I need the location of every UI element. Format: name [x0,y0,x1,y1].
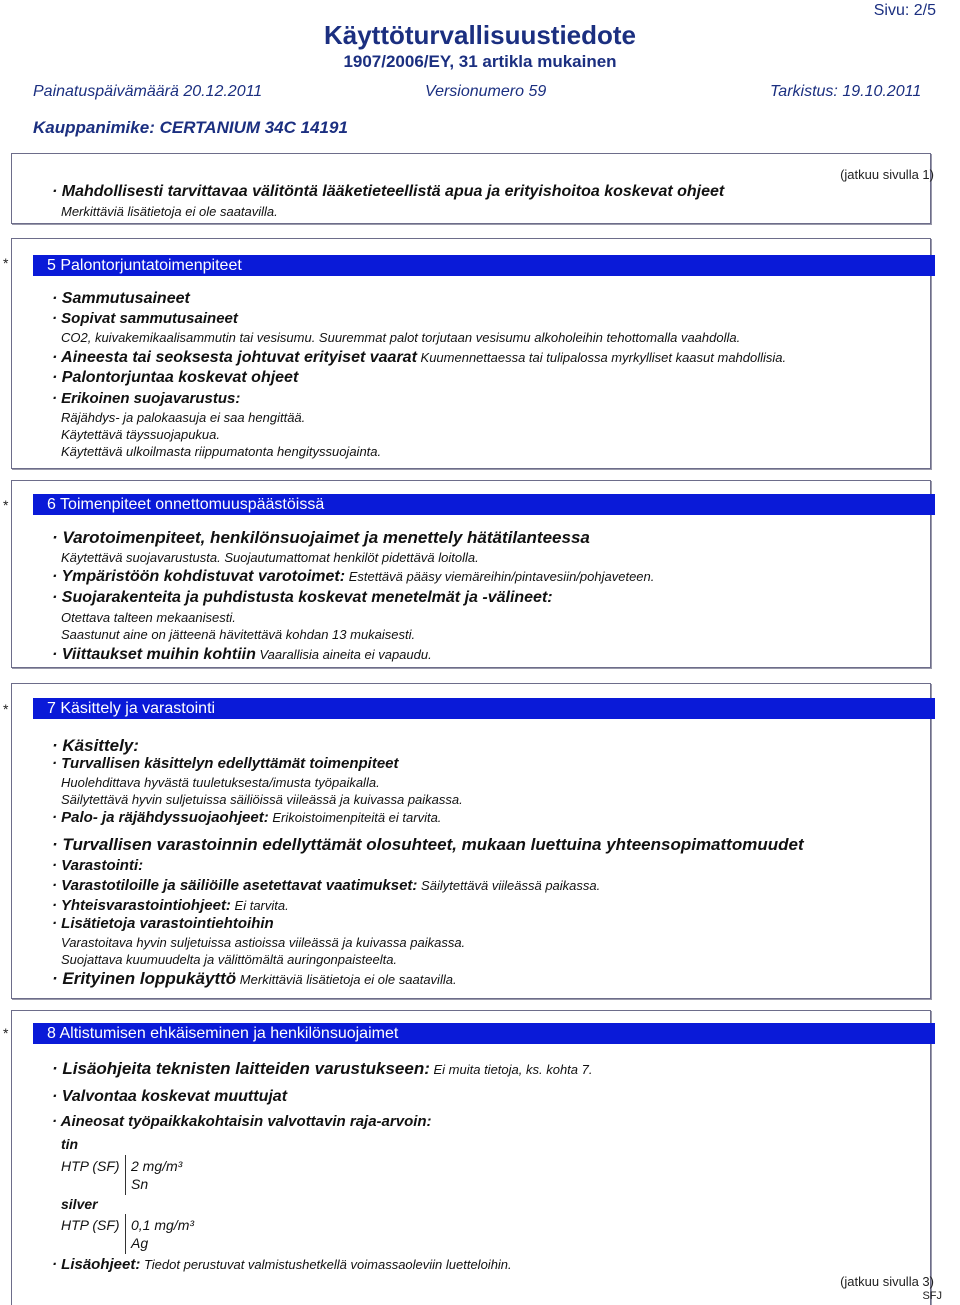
s5-media-text: CO2, kuivakemikaalisammutin tai vesisumu. Suuremmat palot torjutaan vesisumu alkoholeihin tehottomalla vaahdolla. [61,330,741,345]
s7-storage-conditions: · Turvallisen varastoinnin edellyttämät olosuhteet, mukaan luettuina yhteensopimattomuudet [52,835,804,854]
revision-date: Tarkistus: 19.10.2011 [770,83,922,100]
s8-tin-name: tin [61,1136,79,1152]
s7-text-3: Varastoitava hyvin suljetuissa astioissa viileässä ja kuivassa paikassa. [61,935,466,950]
s5-special-hazards-head: · Aineesta tai seoksesta johtuvat erityiset vaarat [52,349,417,366]
s5-suitable-media: · Sopivat sammutusaineet [52,310,238,327]
s5-text-3: Käytettävä ulkoilmasta riippumatonta hengityssuojainta. [61,444,382,459]
document-title: Käyttöturvallisuustiedote [323,20,637,50]
s7-end-use-head: · Erityinen loppukäyttö [52,969,237,988]
footer-code: SFJ [922,1290,942,1302]
page-number: Sivu: 2/5 [873,2,936,19]
s8-additional-head: · Lisäohjeet: [52,1256,141,1273]
s6-cleanup-methods: · Suojarakenteita ja puhdistusta koskevat menetelmät ja -välineet: [52,589,553,606]
s5-special-hazards-text: Kuumennettaessa tai tulipalossa myrkylliset kaasut mahdollisia. [416,350,787,365]
s7-safe-handling: · Turvallisen käsittelyn edellyttämät toimenpiteet [52,755,399,772]
continued-from: (jatkuu sivulla 1) [840,167,934,182]
s6-environmental [52,568,654,586]
s8-silver-divider [125,1214,126,1254]
s7-fire-protection-head: · Palo- ja räjähdyssuojaohjeet: [52,809,269,826]
first-aid-heading: · Mahdollisesti tarvittavaa välitöntä lääketieteellistä apua ja erityishoitoa koskevat ohjeet [52,183,725,200]
s7-storeroom-text: Säilytettävä viileässä paikassa. [417,878,601,893]
s8-technical-head: · Lisäohjeita teknisten laitteiden varustukseen: [52,1059,430,1078]
section-8-title-bar [33,1023,935,1044]
s7-storeroom-head: · Varastotiloille ja säiliöille asetettavat vaatimukset: [52,877,418,894]
s8-ingredients-limits: · Aineosat työpaikkakohtaisin valvottavin raja-arvoin: [52,1113,432,1130]
s7-end-use-text: Merkittäviä lisätietoja ei ole saatavilla. [236,972,457,987]
section-5-title: 5 Palontorjuntatoimenpiteet [47,257,242,274]
s8-technical-equipment [52,1059,592,1079]
continued-to: (jatkuu sivulla 3) [840,1274,934,1289]
s8-tin-value: 2 mg/m³ [131,1158,183,1174]
s7-handling: · Käsittely: [52,736,139,755]
s7-common-storage [52,897,289,915]
s7-storage: · Varastointi: [52,857,144,874]
s7-common-storage-head: · Yhteisvarastointiohjeet: [52,897,231,914]
s8-silver-type: HTP (SF) [61,1217,120,1233]
s8-additional-text: Tiedot perustuvat valmistushetkellä voimassaoleviin luetteloihin. [140,1257,512,1272]
s6-environmental-head: · Ympäristöön kohdistuvat varotoimet: [52,568,346,585]
s8-technical-text: Ei muita tietoja, ks. kohta 7. [429,1062,593,1077]
s5-special-hazards [52,349,786,367]
section-7-title: 7 Käsittely ja varastointi [47,700,216,717]
s6-references-text: Vaarallisia aineita ei vapaudu. [255,647,432,662]
document-subtitle: 1907/2006/EY, 31 artikla mukainen [343,52,617,71]
print-date: Painatuspäivämäärä 20.12.2011 [33,83,263,100]
s6-text-3: Saastunut aine on jätteenä hävitettävä kohdan 13 mukaisesti. [61,627,416,642]
s5-protective-equipment: · Erikoinen suojavarustus: [52,390,241,407]
section-6-change-marker: * [3,497,9,513]
trade-name: Kauppanimike: CERTANIUM 34C 14191 [33,118,348,137]
s8-control-parameters: · Valvontaa koskevat muuttujat [52,1088,288,1105]
section-6-title: 6 Toimenpiteet onnettomuuspäästöissä [47,496,325,513]
s5-text-2: Käytettävä täyssuojapukua. [61,427,220,442]
s8-tin-symbol: Sn [131,1176,149,1192]
s8-tin-type: HTP (SF) [61,1158,120,1174]
section-6-title-bar [33,494,935,515]
section-5-change-marker: * [3,255,9,271]
s8-silver-name: silver [61,1196,98,1212]
section-5-title-bar [33,255,935,276]
s6-precautions: · Varotoimenpiteet, henkilönsuojaimet ja menettely hätätilanteessa [52,528,590,547]
s7-text-1: Huolehdittava hyvästä tuuletuksesta/imusta työpaikalla. [61,775,380,790]
first-aid-text: Merkittäviä lisätietoja ei ole saatavilla. [61,204,278,219]
s7-further-storage-info: · Lisätietoja varastointiehtoihin [52,915,274,932]
s7-storeroom-requirements [52,877,600,895]
s7-common-storage-text: Ei tarvita. [230,898,289,913]
s5-extinguishing-media: · Sammutusaineet [52,290,190,307]
s6-environmental-text: Estettävä pääsy viemäreihin/pintavesiin/pohjaveteen. [345,569,655,584]
s6-references-head: · Viittaukset muihin kohtiin [52,646,256,663]
s7-fire-protection [52,809,441,827]
s7-text-4: Suojattava kuumuudelta ja välittömältä auringonpaisteelta. [61,952,398,967]
s7-fire-protection-text: Erikoistoimenpiteitä ei tarvita. [268,810,442,825]
s6-text-1: Käytettävä suojavarustusta. Suojautumattomat henkilöt pidettävä loitolla. [61,550,479,565]
s6-text-2: Otettava talteen mekaanisesti. [61,610,236,625]
s7-text-2: Säilytettävä hyvin suljetuissa säiliöissä viileässä ja kuivassa paikassa. [61,792,463,807]
section-7-change-marker: * [3,701,9,717]
s5-firefighting-advice: · Palontorjuntaa koskevat ohjeet [52,369,299,386]
version-number: Versionumero 59 [425,83,547,100]
s8-silver-symbol: Ag [131,1235,149,1251]
s5-text-1: Räjähdys- ja palokaasuja ei saa hengittää. [61,410,306,425]
s8-tin-divider [125,1155,126,1195]
section-8-change-marker: * [3,1025,9,1041]
section-7-title-bar [33,698,935,719]
s7-specific-end-use [52,969,457,989]
section-8-title: 8 Altistumisen ehkäiseminen ja henkilönsuojaimet [47,1025,399,1042]
s6-references [52,646,432,664]
s8-silver-value: 0,1 mg/m³ [131,1217,195,1233]
s8-additional-info [52,1256,512,1274]
